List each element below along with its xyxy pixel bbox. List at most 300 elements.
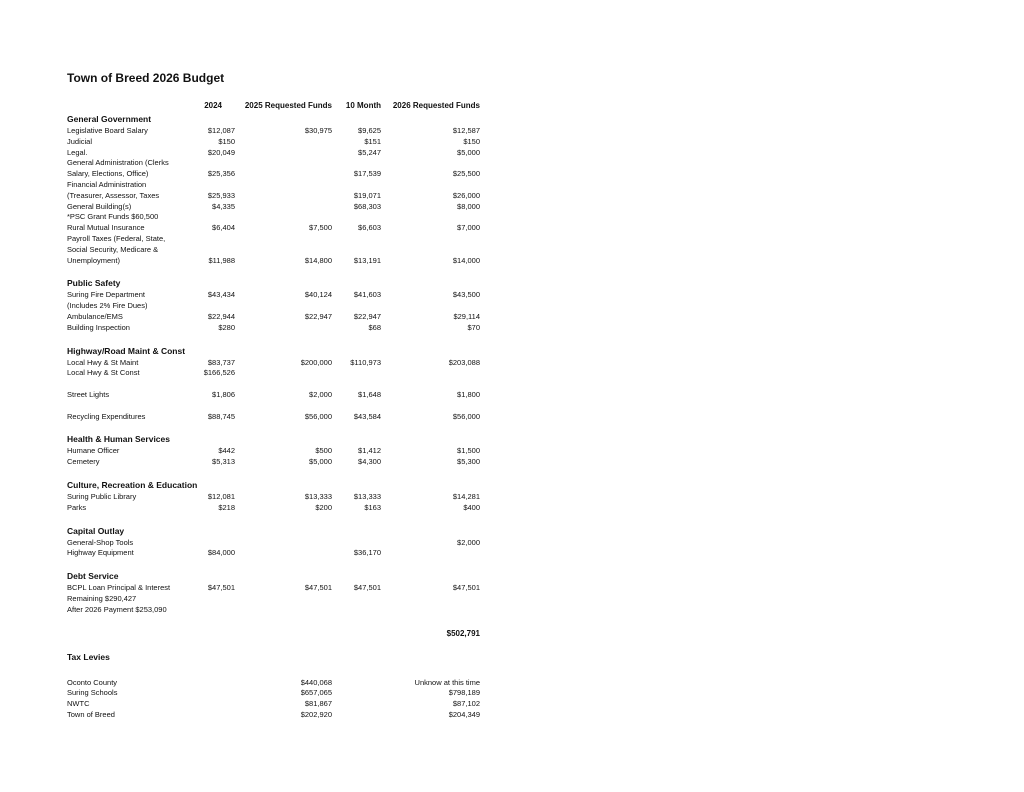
cell-value: $500 xyxy=(315,446,332,456)
row-label: Oconto County xyxy=(67,677,118,687)
total-empty-1 xyxy=(67,628,235,639)
cell-2026-requested xyxy=(381,688,480,699)
cell-2024 xyxy=(67,503,235,514)
cell-2024 xyxy=(67,301,235,312)
row-label: Cemetery xyxy=(67,457,100,467)
cell-value: $19,071 xyxy=(353,190,381,200)
row-label: Highway Equipment xyxy=(67,548,134,558)
row-label: Suring Schools xyxy=(67,688,118,698)
cell-value: $29,114 xyxy=(453,311,480,321)
table-row xyxy=(67,180,480,191)
table-row xyxy=(67,492,480,503)
total-empty-2 xyxy=(235,628,332,639)
table-row xyxy=(67,368,480,379)
cell-2026-requested xyxy=(381,412,480,423)
cell-2025-requested xyxy=(235,538,332,549)
cell-10-month xyxy=(332,312,381,323)
cell-2025-requested xyxy=(235,688,332,699)
cell-value: $5,000 xyxy=(457,147,480,157)
cell-value: $200 xyxy=(315,502,332,512)
table-row xyxy=(67,290,480,301)
column-header-2024 xyxy=(67,99,235,112)
cell-10-month xyxy=(332,290,381,301)
cell-2025-requested xyxy=(235,148,332,159)
tax-levies-heading: Tax Levies xyxy=(67,651,110,662)
cell-2026-requested xyxy=(381,137,480,148)
cell-value: $25,356 xyxy=(207,169,235,179)
cell-2026-requested xyxy=(381,148,480,159)
cell-value: $5,300 xyxy=(457,457,480,467)
table-row xyxy=(67,358,480,369)
cell-value: $22,947 xyxy=(304,311,332,321)
cell-10-month xyxy=(332,678,381,689)
cell-2026-requested xyxy=(381,583,480,594)
cell-2026-requested xyxy=(381,368,480,379)
cell-value: $1,800 xyxy=(457,389,480,399)
row-label: Ambulance/EMS xyxy=(67,311,123,321)
cell-value: $83,737 xyxy=(207,357,235,367)
row-label: Legislative Board Salary xyxy=(67,126,148,135)
cell-2024 xyxy=(67,234,235,245)
cell-value: $280 xyxy=(218,322,235,332)
cell-2024 xyxy=(67,202,235,213)
table-row xyxy=(67,158,480,169)
table-row xyxy=(67,538,480,549)
section-heading: Public Safety xyxy=(67,278,121,289)
table-row xyxy=(67,323,480,334)
cell-value: $11,988 xyxy=(208,255,235,265)
budget-table-body xyxy=(67,113,480,616)
cell-10-month xyxy=(332,126,381,137)
cell-2025-requested xyxy=(235,358,332,369)
cell-10-month xyxy=(332,368,381,379)
row-label: Street Lights xyxy=(67,389,110,399)
cell-value: $1,412 xyxy=(358,446,381,456)
cell-2026-requested xyxy=(381,605,480,616)
cell-2026-requested xyxy=(381,446,480,457)
cell-value: $150 xyxy=(218,136,235,146)
cell-value: $13,191 xyxy=(353,255,381,265)
table-row xyxy=(67,699,480,710)
cell-value: $5,313 xyxy=(212,457,235,467)
cell-2026-requested xyxy=(381,234,480,245)
row-label: BCPL Loan Principal & Interest xyxy=(67,583,171,593)
cell-value: $88,745 xyxy=(207,411,235,421)
column-header-2025-label: 2025 Requested Funds xyxy=(244,101,332,110)
cell-10-month xyxy=(332,180,381,191)
cell-2026-requested xyxy=(381,245,480,256)
table-row xyxy=(67,548,480,559)
row-label: General-Shop Tools xyxy=(67,537,134,547)
cell-2026-requested xyxy=(381,290,480,301)
cell-2025-requested xyxy=(235,401,332,412)
row-label: General Administration (Clerks xyxy=(67,158,169,168)
table-row xyxy=(67,678,480,689)
table-row xyxy=(67,710,480,721)
tax-levies-section xyxy=(67,651,480,721)
cell-10-month xyxy=(332,688,381,699)
cell-2026-requested xyxy=(381,169,480,180)
cell-10-month xyxy=(332,137,381,148)
cell-2024 xyxy=(67,605,235,616)
cell-2026-requested xyxy=(381,492,480,503)
cell-value: $22,947 xyxy=(353,311,381,321)
cell-2025-requested xyxy=(235,137,332,148)
cell-value: $13,333 xyxy=(353,491,381,501)
section-heading: Debt Service xyxy=(67,571,119,582)
cell-2026-requested xyxy=(381,202,480,213)
cell-2026-requested xyxy=(381,710,480,721)
cell-2025-requested xyxy=(235,290,332,301)
row-label: Remaining $290,427 xyxy=(67,593,137,603)
cell-2025-requested xyxy=(235,234,332,245)
cell-value: $7,500 xyxy=(309,223,332,233)
cell-2024 xyxy=(67,212,235,223)
cell-value: $40,124 xyxy=(304,290,332,300)
cell-value: $22,944 xyxy=(207,311,235,321)
cell-2025-requested xyxy=(235,323,332,334)
table-row xyxy=(67,137,480,148)
cell-10-month xyxy=(332,148,381,159)
column-header-row xyxy=(67,99,480,112)
cell-2026-requested xyxy=(381,158,480,169)
cell-value: $43,434 xyxy=(207,290,235,300)
cell-2025-requested xyxy=(235,548,332,559)
section-heading: Culture, Recreation & Education xyxy=(67,479,198,490)
cell-2026-requested xyxy=(381,301,480,312)
cell-value: $36,170 xyxy=(353,548,381,558)
cell-value: $70 xyxy=(467,322,480,332)
cell-2026-requested xyxy=(381,699,480,710)
budget-document-page xyxy=(67,72,480,721)
cell-value: $200,000 xyxy=(300,357,332,367)
cell-value: $20,049 xyxy=(207,147,235,157)
cell-2025-requested xyxy=(235,191,332,202)
cell-value: $110,973 xyxy=(350,357,381,367)
row-label: Suring Public Library xyxy=(67,491,137,501)
cell-value: Unknow at this time xyxy=(414,677,480,687)
cell-2024 xyxy=(67,169,235,180)
cell-value: $9,625 xyxy=(358,126,381,135)
cell-10-month xyxy=(332,548,381,559)
table-row xyxy=(67,503,480,514)
row-label: Local Hwy & St Const xyxy=(67,368,140,378)
cell-10-month xyxy=(332,583,381,594)
cell-value: $2,000 xyxy=(309,389,332,399)
cell-2024 xyxy=(67,594,235,605)
total-row xyxy=(67,628,480,639)
cell-2025-requested xyxy=(235,583,332,594)
row-label: Legal. xyxy=(67,147,88,157)
cell-2025-requested xyxy=(235,158,332,169)
cell-2024 xyxy=(67,678,235,689)
cell-10-month xyxy=(332,301,381,312)
cell-value: $12,587 xyxy=(452,126,480,135)
row-label: *PSC Grant Funds $60,500 xyxy=(67,212,159,222)
cell-value: $87,102 xyxy=(452,699,480,709)
cell-value: $43,584 xyxy=(353,411,381,421)
cell-value: $30,975 xyxy=(304,126,332,135)
cell-10-month xyxy=(332,446,381,457)
row-label: Humane Officer xyxy=(67,446,120,456)
section-heading: Health & Human Services xyxy=(67,434,170,445)
table-row xyxy=(67,379,480,390)
cell-2025-requested xyxy=(235,169,332,180)
cell-value: $1,806 xyxy=(212,389,235,399)
row-label: (Treasurer, Assessor, Taxes xyxy=(67,190,160,200)
cell-2025-requested xyxy=(235,223,332,234)
cell-2024 xyxy=(67,401,235,412)
table-row xyxy=(67,148,480,159)
cell-2026-requested xyxy=(381,180,480,191)
cell-value: $5,247 xyxy=(358,147,381,157)
cell-value: $14,800 xyxy=(304,255,332,265)
cell-value: $6,603 xyxy=(358,223,381,233)
cell-value: $4,300 xyxy=(358,457,381,467)
cell-2025-requested xyxy=(235,390,332,401)
cell-value: $163 xyxy=(364,502,381,512)
cell-value: $43,500 xyxy=(452,290,480,300)
row-label: Social Security, Medicare & xyxy=(67,244,159,254)
table-row xyxy=(67,234,480,245)
cell-10-month xyxy=(332,457,381,468)
cell-2026-requested xyxy=(381,312,480,323)
column-header-10-month xyxy=(332,99,381,112)
column-header-2026-label: 2026 Requested Funds xyxy=(392,101,480,110)
cell-2024 xyxy=(67,583,235,594)
cell-10-month xyxy=(332,234,381,245)
cell-2024 xyxy=(67,538,235,549)
cell-2025-requested xyxy=(235,379,332,390)
row-label: Suring Fire Department xyxy=(67,290,145,300)
section-heading: Highway/Road Maint & Const xyxy=(67,345,186,356)
cell-2025-requested xyxy=(235,710,332,721)
cell-2026-requested xyxy=(381,538,480,549)
cell-2025-requested xyxy=(235,301,332,312)
cell-2025-requested xyxy=(235,446,332,457)
column-header-2025-requested xyxy=(235,99,332,112)
cell-value: $8,000 xyxy=(457,201,480,211)
cell-10-month xyxy=(332,223,381,234)
cell-10-month xyxy=(332,202,381,213)
cell-2025-requested xyxy=(235,492,332,503)
table-row xyxy=(67,245,480,256)
cell-2025-requested xyxy=(235,699,332,710)
cell-2024 xyxy=(67,180,235,191)
table-row xyxy=(67,191,480,202)
cell-value: $14,281 xyxy=(452,491,480,501)
table-row xyxy=(67,169,480,180)
cell-2025-requested xyxy=(235,503,332,514)
row-label: Parks xyxy=(67,502,87,512)
table-row xyxy=(67,446,480,457)
cell-2024 xyxy=(67,446,235,457)
cell-10-month xyxy=(332,492,381,503)
cell-2026-requested xyxy=(381,358,480,369)
cell-2024 xyxy=(67,290,235,301)
cell-value: $12,081 xyxy=(207,491,235,501)
budget-table xyxy=(67,99,480,639)
cell-value: $1,648 xyxy=(358,389,381,399)
cell-2026-requested xyxy=(381,223,480,234)
cell-value: $47,501 xyxy=(207,583,235,593)
cell-10-month xyxy=(332,191,381,202)
row-label: Town of Breed xyxy=(67,709,115,719)
cell-2025-requested xyxy=(235,368,332,379)
table-row xyxy=(67,256,480,267)
cell-value: $17,539 xyxy=(353,169,381,179)
cell-value: $68 xyxy=(368,322,381,332)
table-row xyxy=(67,688,480,699)
cell-2025-requested xyxy=(235,212,332,223)
cell-2026-requested xyxy=(381,594,480,605)
cell-2024 xyxy=(67,358,235,369)
cell-value: $14,000 xyxy=(452,255,480,265)
cell-value: $68,303 xyxy=(353,201,381,211)
cell-value: $25,933 xyxy=(207,190,235,200)
cell-10-month xyxy=(332,538,381,549)
section-heading: General Government xyxy=(67,114,152,124)
row-label: (Includes 2% Fire Dues) xyxy=(67,301,148,311)
cell-value: $56,000 xyxy=(304,411,332,421)
row-label: Unemployment) xyxy=(67,255,120,265)
cell-2026-requested xyxy=(381,503,480,514)
cell-value: $151 xyxy=(364,136,381,146)
cell-value: $6,404 xyxy=(212,223,235,233)
cell-2026-requested xyxy=(381,126,480,137)
cell-value: $7,000 xyxy=(457,223,480,233)
cell-10-month xyxy=(332,412,381,423)
cell-10-month xyxy=(332,605,381,616)
cell-2024 xyxy=(67,323,235,334)
cell-2024 xyxy=(67,699,235,710)
row-label: Salary, Elections, Office) xyxy=(67,169,149,179)
table-row xyxy=(67,401,480,412)
cell-value: $47,501 xyxy=(353,583,381,593)
cell-2026-requested xyxy=(381,191,480,202)
cell-2024 xyxy=(67,379,235,390)
cell-2026-requested xyxy=(381,390,480,401)
table-row xyxy=(67,412,480,423)
cell-value: $13,333 xyxy=(304,491,332,501)
table-row xyxy=(67,212,480,223)
cell-10-month xyxy=(332,401,381,412)
cell-value: $202,920 xyxy=(300,709,332,719)
cell-10-month xyxy=(332,158,381,169)
cell-2025-requested xyxy=(235,256,332,267)
cell-value: $203,088 xyxy=(448,357,480,367)
cell-10-month xyxy=(332,710,381,721)
cell-value: $12,087 xyxy=(207,126,235,135)
table-row xyxy=(67,583,480,594)
cell-2024 xyxy=(67,412,235,423)
cell-2024 xyxy=(67,688,235,699)
cell-2024 xyxy=(67,710,235,721)
cell-value: $84,000 xyxy=(207,548,235,558)
table-row xyxy=(67,390,480,401)
cell-10-month xyxy=(332,245,381,256)
cell-2025-requested xyxy=(235,126,332,137)
column-header-2024-label: 2024 xyxy=(204,101,222,110)
cell-2026-requested xyxy=(381,548,480,559)
cell-2026-requested xyxy=(381,212,480,223)
section-heading: Capital Outlay xyxy=(67,525,125,536)
cell-10-month xyxy=(332,594,381,605)
cell-2024 xyxy=(67,390,235,401)
cell-10-month xyxy=(332,358,381,369)
table-row xyxy=(67,301,480,312)
cell-2025-requested xyxy=(235,202,332,213)
row-label: Judicial xyxy=(67,136,93,146)
cell-10-month xyxy=(332,503,381,514)
row-label: Payroll Taxes (Federal, State, xyxy=(67,233,166,243)
table-row xyxy=(67,457,480,468)
cell-value: $26,000 xyxy=(452,190,480,200)
cell-value: $1,500 xyxy=(457,446,480,456)
cell-value: $442 xyxy=(218,446,235,456)
cell-value: $657,065 xyxy=(300,688,332,698)
cell-2025-requested xyxy=(235,605,332,616)
cell-10-month xyxy=(332,169,381,180)
row-label: NWTC xyxy=(67,699,90,709)
grand-total-value: $502,791 xyxy=(446,628,480,638)
cell-2024 xyxy=(67,548,235,559)
cell-2026-requested xyxy=(381,678,480,689)
cell-2024 xyxy=(67,191,235,202)
cell-10-month xyxy=(332,390,381,401)
cell-2025-requested xyxy=(235,678,332,689)
row-label: Rural Mutual Insurance xyxy=(67,223,145,233)
cell-value: $166,526 xyxy=(203,368,235,378)
cell-value: $81,867 xyxy=(304,699,332,709)
table-row xyxy=(67,126,480,137)
cell-2025-requested xyxy=(235,312,332,323)
cell-2024 xyxy=(67,148,235,159)
cell-2024 xyxy=(67,158,235,169)
cell-2026-requested xyxy=(381,457,480,468)
cell-2024 xyxy=(67,368,235,379)
page-title: Town of Breed 2026 Budget xyxy=(67,71,225,85)
cell-2024 xyxy=(67,126,235,137)
row-label: Recycling Expenditures xyxy=(67,411,146,421)
cell-value: $204,349 xyxy=(448,709,480,719)
row-label: General Building(s) xyxy=(67,201,132,211)
cell-value: $47,501 xyxy=(452,583,480,593)
cell-2024 xyxy=(67,137,235,148)
cell-value: $440,068 xyxy=(300,677,332,687)
table-row xyxy=(67,202,480,213)
column-header-2026-requested xyxy=(381,99,480,112)
cell-2026-requested xyxy=(381,379,480,390)
cell-value: $218 xyxy=(218,502,235,512)
cell-10-month xyxy=(332,212,381,223)
cell-2025-requested xyxy=(235,457,332,468)
table-row xyxy=(67,223,480,234)
grand-total-2026 xyxy=(381,628,480,639)
cell-value: $4,335 xyxy=(212,201,235,211)
cell-2025-requested xyxy=(235,412,332,423)
total-empty-3 xyxy=(332,628,381,639)
cell-value: $5,000 xyxy=(309,457,332,467)
cell-2024 xyxy=(67,245,235,256)
cell-2026-requested xyxy=(381,401,480,412)
row-label: Local Hwy & St Maint xyxy=(67,357,139,367)
cell-2024 xyxy=(67,256,235,267)
cell-value: $41,603 xyxy=(353,290,381,300)
row-label: Financial Administration xyxy=(67,179,147,189)
cell-value: $798,189 xyxy=(448,688,480,698)
cell-2025-requested xyxy=(235,594,332,605)
